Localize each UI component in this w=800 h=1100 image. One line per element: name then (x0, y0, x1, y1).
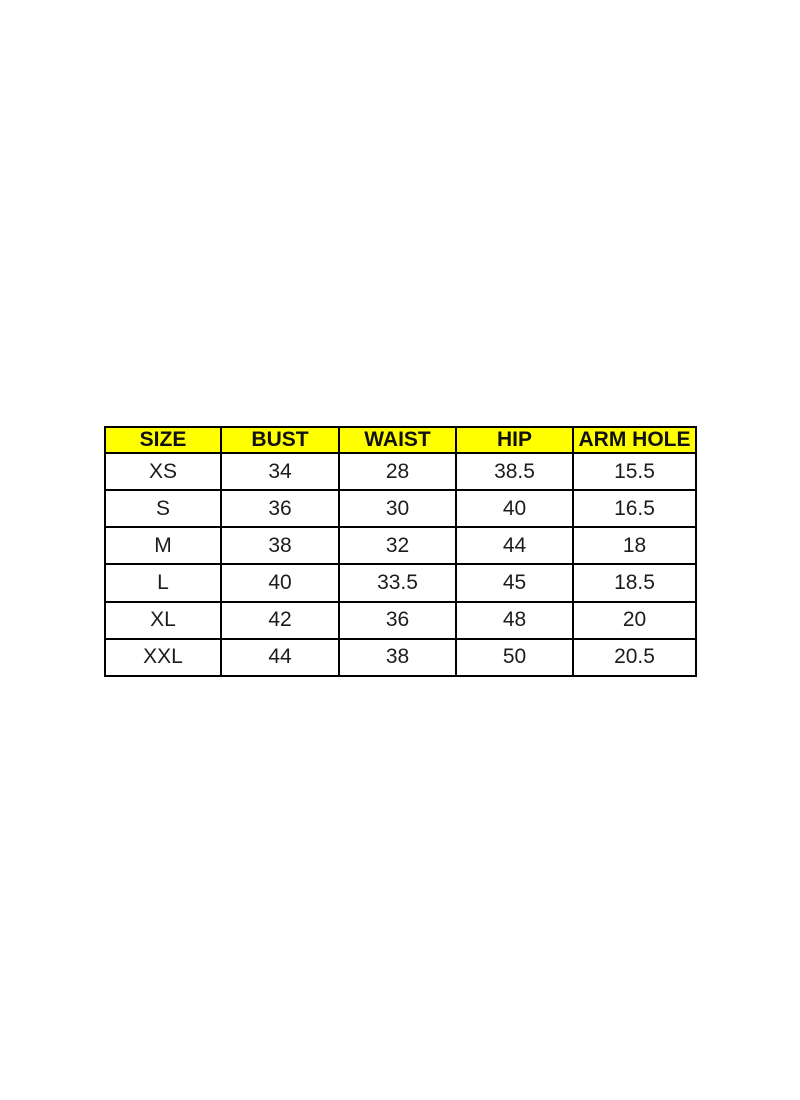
header-cell-arm-hole: ARM HOLE (573, 427, 696, 453)
bust-value-cell: 40 (221, 564, 339, 601)
bust-value-cell: 36 (221, 490, 339, 527)
hip-value-cell: 48 (456, 602, 573, 639)
size-chart-table (104, 426, 697, 677)
arm-hole-value-cell: 20 (573, 602, 696, 639)
arm-hole-value-cell: 15.5 (573, 453, 696, 490)
waist-value-cell: 38 (339, 639, 456, 676)
hip-value-cell: 38.5 (456, 453, 573, 490)
header-cell-size: SIZE (105, 427, 221, 453)
hip-value-cell: 50 (456, 639, 573, 676)
bust-value-cell: 44 (221, 639, 339, 676)
table-row-xxl (105, 639, 696, 676)
size-label-cell: S (105, 490, 221, 527)
waist-value-cell: 36 (339, 602, 456, 639)
bust-value-cell: 34 (221, 453, 339, 490)
header-cell-waist: WAIST (339, 427, 456, 453)
waist-value-cell: 32 (339, 527, 456, 564)
header-cell-hip: HIP (456, 427, 573, 453)
arm-hole-value-cell: 16.5 (573, 490, 696, 527)
size-label-cell: M (105, 527, 221, 564)
hip-value-cell: 45 (456, 564, 573, 601)
header-row (105, 427, 696, 453)
table-row-xs (105, 453, 696, 490)
size-label-cell: XL (105, 602, 221, 639)
waist-value-cell: 28 (339, 453, 456, 490)
size-label-cell: XXL (105, 639, 221, 676)
waist-value-cell: 33.5 (339, 564, 456, 601)
arm-hole-value-cell: 20.5 (573, 639, 696, 676)
size-label-cell: XS (105, 453, 221, 490)
size-label-cell: L (105, 564, 221, 601)
arm-hole-value-cell: 18.5 (573, 564, 696, 601)
table-row-xl (105, 602, 696, 639)
waist-value-cell: 30 (339, 490, 456, 527)
table-row-s (105, 490, 696, 527)
table-row-m (105, 527, 696, 564)
hip-value-cell: 40 (456, 490, 573, 527)
header-cell-bust: BUST (221, 427, 339, 453)
bust-value-cell: 38 (221, 527, 339, 564)
arm-hole-value-cell: 18 (573, 527, 696, 564)
table-row-l (105, 564, 696, 601)
hip-value-cell: 44 (456, 527, 573, 564)
bust-value-cell: 42 (221, 602, 339, 639)
